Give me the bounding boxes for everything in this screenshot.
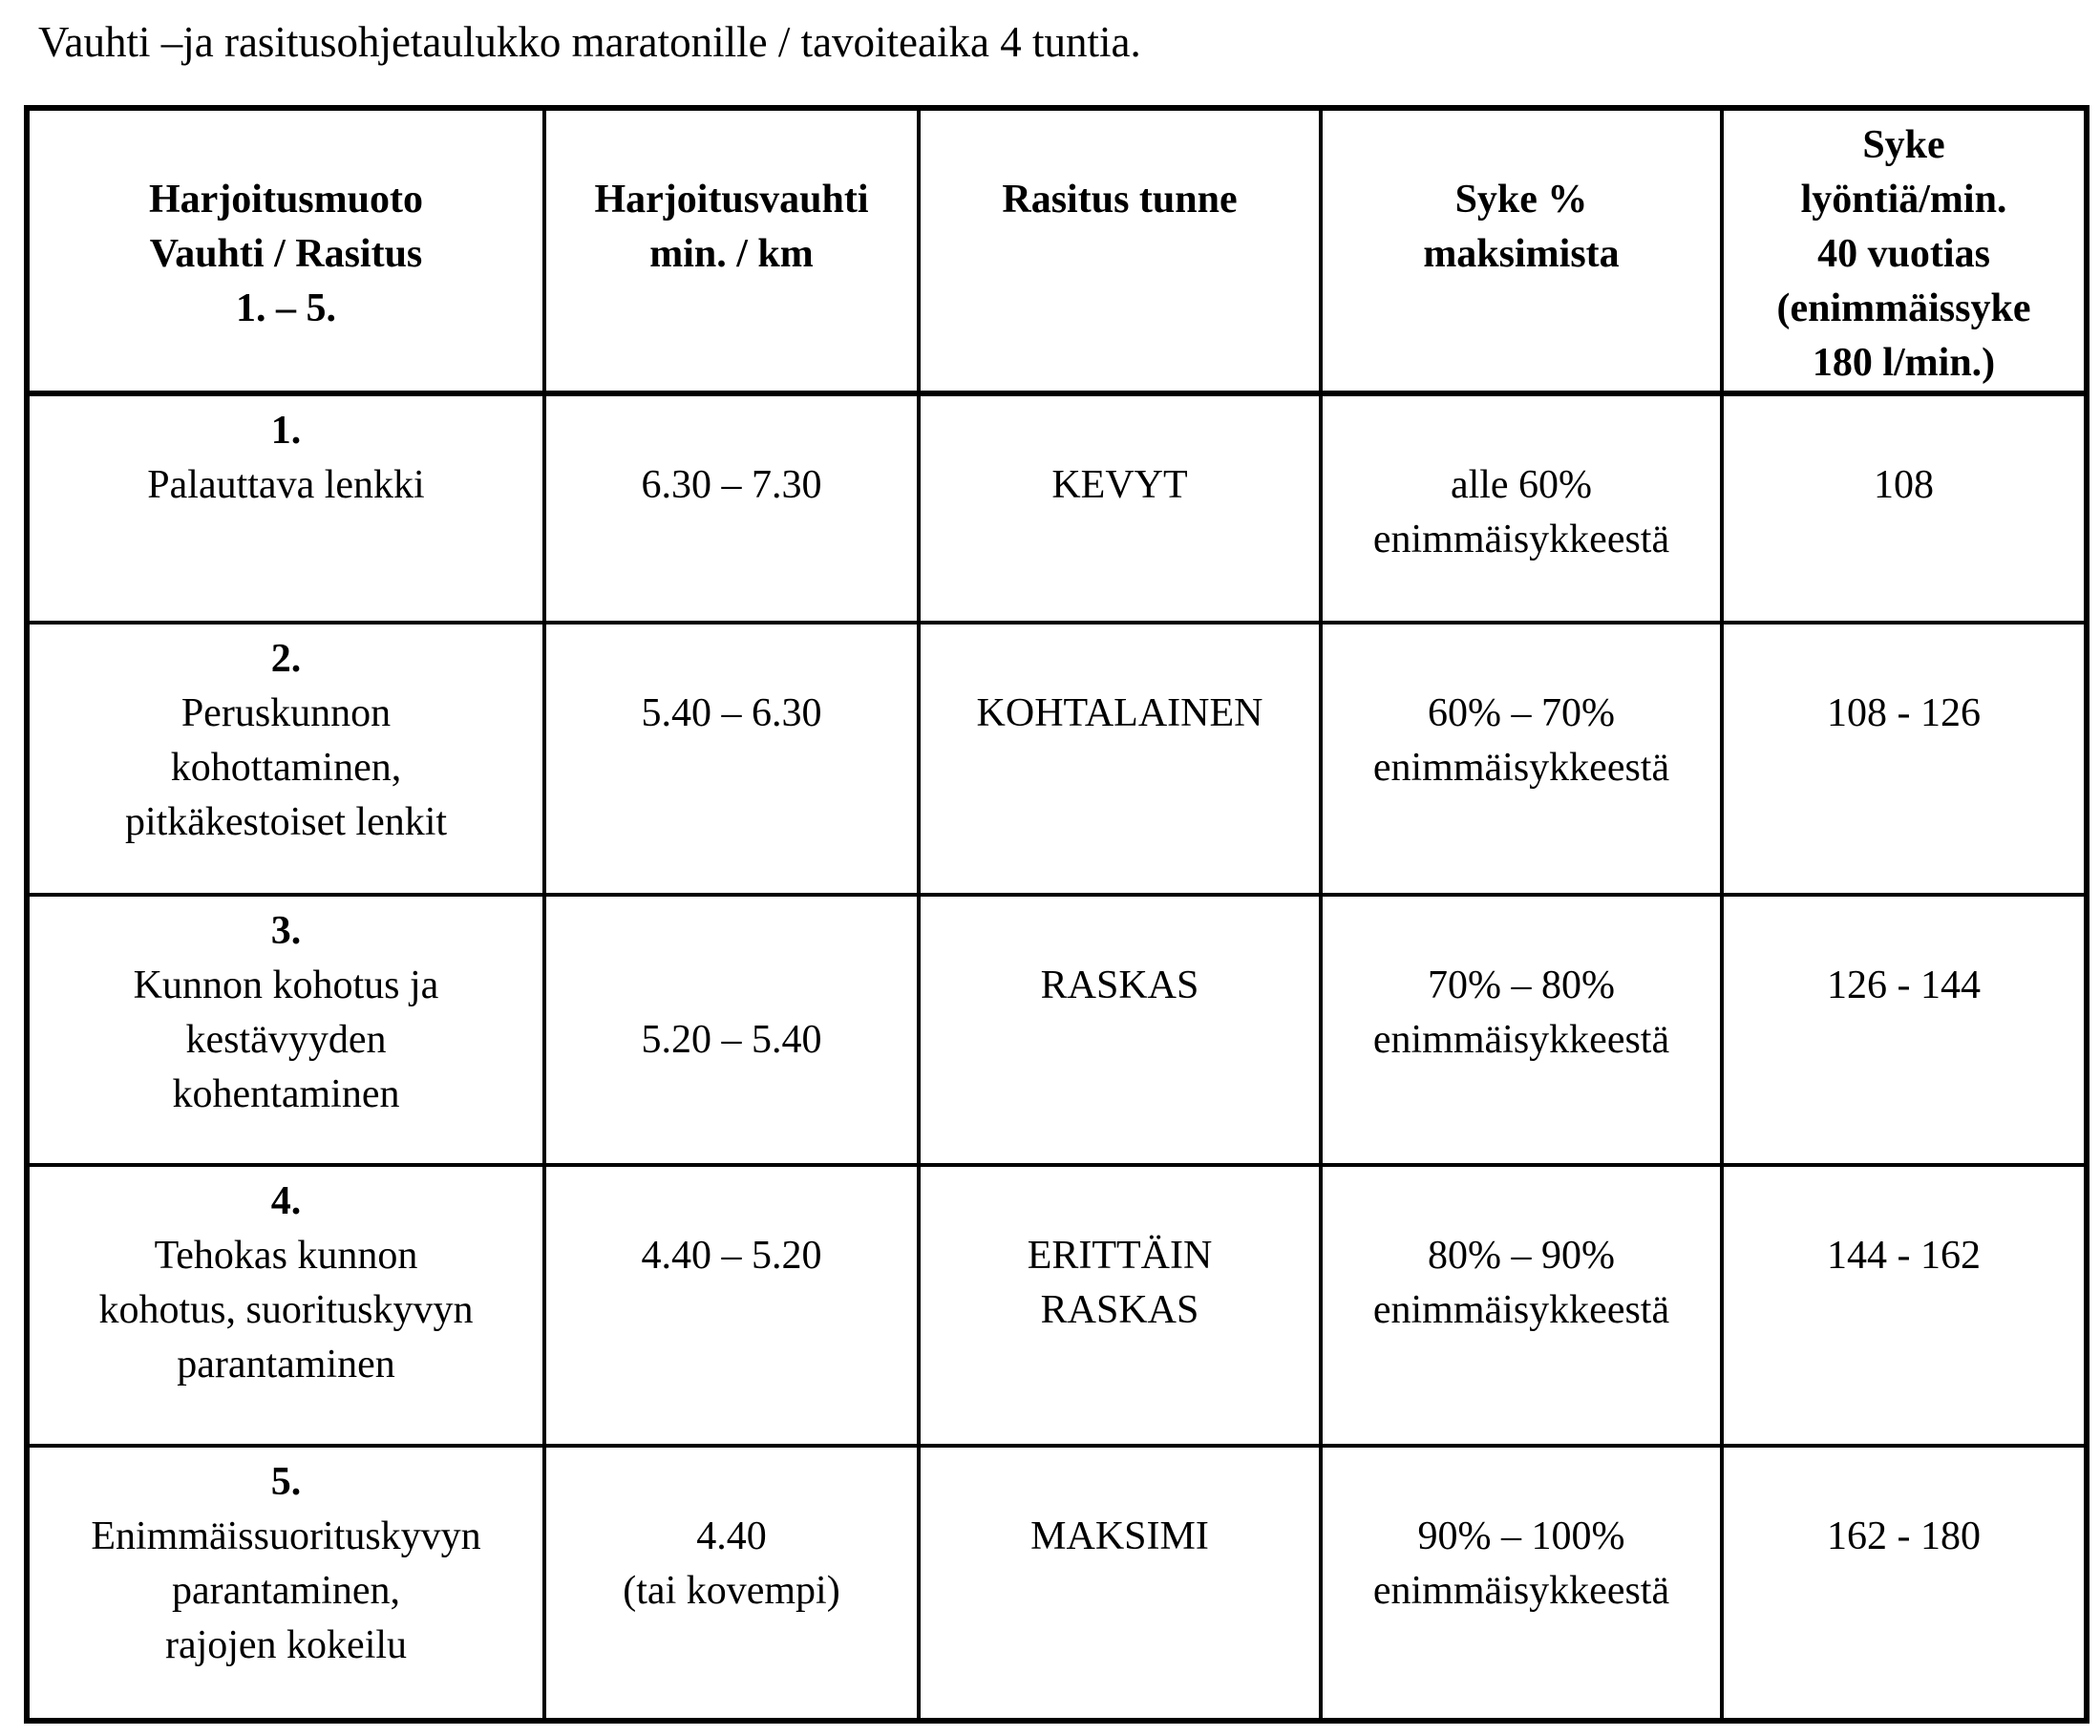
- table-cell: KOHTALAINEN: [919, 623, 1321, 895]
- table-row: [27, 393, 2087, 623]
- column-header: Harjoitusmuoto Vauhti / Rasitus 1. – 5.: [27, 108, 544, 393]
- table-cell: 126 - 144: [1722, 895, 2087, 1165]
- table-row: [27, 1165, 2087, 1446]
- table-cell: 2. Peruskunnon kohottaminen, pitkäkestoiset lenkit: [27, 623, 544, 895]
- table-cell: ERITTÄIN RASKAS: [919, 1165, 1321, 1446]
- table-header: [27, 108, 2087, 393]
- table-cell: 5.40 – 6.30: [544, 623, 919, 895]
- table-cell: 5.20 – 5.40: [544, 895, 919, 1165]
- table-cell: RASKAS: [919, 895, 1321, 1165]
- document-title: Vauhti –ja rasitusohjetaulukko maratonille / tavoiteaika 4 tuntia.: [38, 18, 1141, 66]
- table-cell: 1. Palauttava lenkki: [27, 393, 544, 623]
- table-body: [27, 393, 2087, 1721]
- training-pace-table: [24, 105, 2089, 1724]
- table-cell: 4. Tehokas kunnon kohotus, suorituskyvyn parantaminen: [27, 1165, 544, 1446]
- column-header: Syke lyöntiä/min. 40 vuotias (enimmäissyke 180 l/min.): [1722, 108, 2087, 393]
- column-header: Harjoitusvauhti min. / km: [544, 108, 919, 393]
- table-cell: 70% – 80% enimmäisykkeestä: [1321, 895, 1722, 1165]
- table-cell: 162 - 180: [1722, 1446, 2087, 1721]
- table-cell: 6.30 – 7.30: [544, 393, 919, 623]
- header-row: [27, 108, 2087, 393]
- table-cell: alle 60% enimmäisykkeestä: [1321, 393, 1722, 623]
- table-cell: 144 - 162: [1722, 1165, 2087, 1446]
- table-cell: 60% – 70% enimmäisykkeestä: [1321, 623, 1722, 895]
- table-row: [27, 623, 2087, 895]
- table-cell: 4.40 – 5.20: [544, 1165, 919, 1446]
- table-cell: KEVYT: [919, 393, 1321, 623]
- table-cell: 108 - 126: [1722, 623, 2087, 895]
- table-cell: 108: [1722, 393, 2087, 623]
- table-cell: 90% – 100% enimmäisykkeestä: [1321, 1446, 1722, 1721]
- column-header: Rasitus tunne: [919, 108, 1321, 393]
- table-row: [27, 895, 2087, 1165]
- table-row: [27, 1446, 2087, 1721]
- table-cell: MAKSIMI: [919, 1446, 1321, 1721]
- table-cell: 5. Enimmäissuorituskyvyn parantaminen, rajojen kokeilu: [27, 1446, 544, 1721]
- table-cell: 80% – 90% enimmäisykkeestä: [1321, 1165, 1722, 1446]
- table-cell: 4.40 (tai kovempi): [544, 1446, 919, 1721]
- table-cell: 3. Kunnon kohotus ja kestävyyden kohentaminen: [27, 895, 544, 1165]
- column-header: Syke % maksimista: [1321, 108, 1722, 393]
